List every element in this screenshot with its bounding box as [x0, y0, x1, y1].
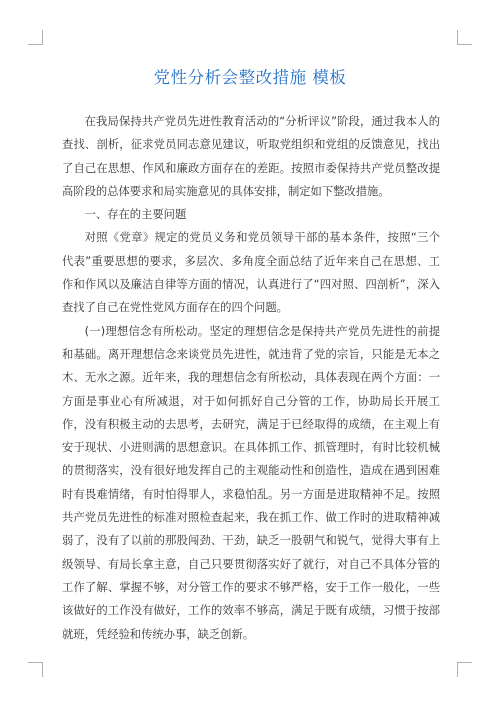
crop-mark-top-right: [457, 30, 472, 45]
crop-mark-bottom-left: [28, 662, 43, 677]
crop-mark-bottom-right: [457, 662, 472, 677]
document-body: [62, 110, 440, 646]
body-paragraph: 对照《党章》规定的党员义务和党员领导干部的基本条件，按照“三个代表”重要思想的要求，多层次、多角度全面总结了近年来自己在思想、工作和作风以及廉洁自律等方面的情况，认真进行了“四对照、四剖析”，深入查找了自己在党性党风方面存在的四个问题。: [62, 231, 440, 315]
section-heading: 一、存在的主要问题: [84, 208, 187, 222]
intro-paragraph: 在我局保持共产党员先进性教育活动的“分析评议”阶段，通过我本人的查找、剖析，征求党员同志意见建议，听取党组织和党组的反馈意见，找出了自己在思想、作风和廉政方面存在的差距。按照市委保持共产党员整改提高阶段的总体要求和局实施意见的具体安排，制定如下整改措施。: [62, 115, 440, 198]
page-title: 党性分析会整改措施 模板: [153, 68, 347, 87]
crop-mark-top-left: [28, 30, 43, 45]
body-paragraph: (一)理想信念有所松动。坚定的理想信念是保持共产党员先进性的前提和基础。离开理想信念来谈党员先进性，就违背了党的宗旨，只能是无本之木、无水之源。近年来，我的理想信念有所松动，具体表现在两个方面：一方面是事业心有所减退，对于如何抓好自己分管的工作，协助局长开展工作，没有积极主动的去思考，去研究，满足于已经取得的成绩，在主观上有安于现状、小进则满的思想意识。在具体抓工作、抓管理时，有时比较机械的贯彻落实，没有很好地发挥自己的主观能动性和创造性，造成在遇到困难时有畏难情绪，有时怕得罪人，求稳怕乱。另一方面是进取精神不足。按照共产党员先进性的标准对照检查起来，我在抓工作、做工作时的进取精神减弱了，没有了以前的那股闯劲、干劲，缺乏一股朝气和锐气，觉得大事有上级领导、有局长拿主意，自己只要贯彻落实好了就行，对自己不具体分管的工作了解、掌握不够，对分管工作的要求不够严格，安于工作一般化，一些该做好的工作没有做好，工作的效率不够高，满足于既有成绩，习惯于按部就班，凭经验和传统办事，缺乏创新。: [62, 324, 440, 641]
